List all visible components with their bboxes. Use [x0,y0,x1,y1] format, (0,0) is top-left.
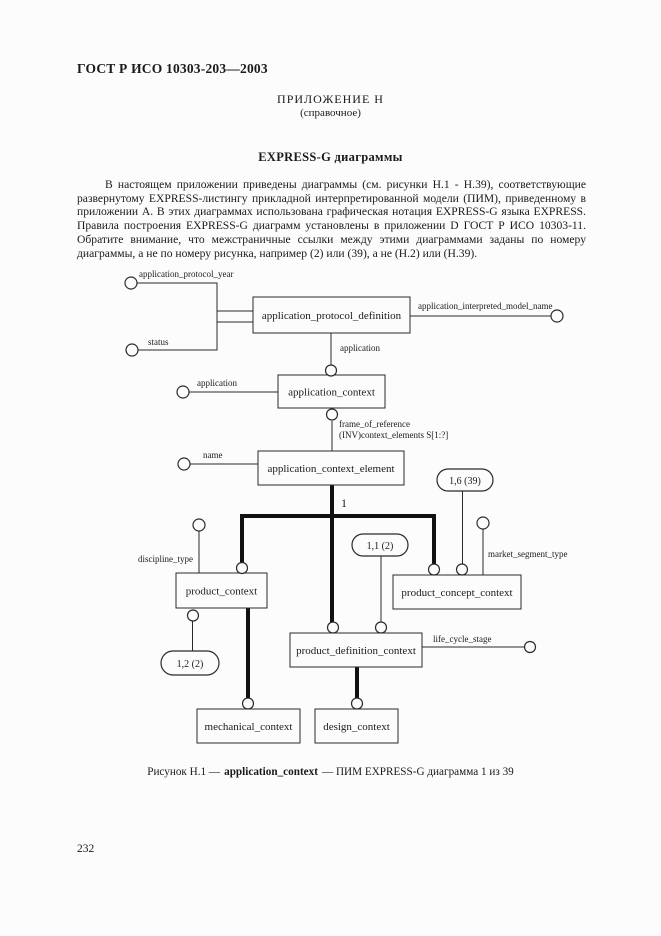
circle-concept-context-top-right [457,564,468,575]
oval-label-ref-1-1-2: 1,1 (2) [366,541,394,552]
circle-mechanical-context-top [243,698,254,709]
circle-application-rel-end [326,365,337,376]
label-application-attr: application [197,378,237,388]
circle-definition-context-top-right [376,622,387,633]
box-label-application-protocol-definition: application_protocol_definition [261,310,402,322]
circle-life-cycle-stage [525,642,536,653]
section-title: EXPRESS-G диаграммы [258,150,403,164]
label-cardinality-one: 1 [341,496,347,510]
label-life-cycle-stage: life_cycle_stage [433,634,492,644]
label-market-segment-type: market_segment_type [488,549,568,559]
box-label-product-definition-context: product_definition_context [296,645,416,657]
label-application-protocol-year: application_protocol_year [139,269,234,279]
circle-concept-context-top-left [429,564,440,575]
label-discipline-type: discipline_type [138,554,193,564]
box-label-product-context: product_context [185,585,258,598]
circle-market-segment-type [477,517,489,529]
circle-discipline-type [193,519,205,531]
diagram-entity-boxes [176,297,521,743]
box-label-mechanical-context: mechanical_context [204,721,293,733]
circle-name-attr [178,458,190,470]
appendix-title: ПРИЛОЖЕНИЕ Н [277,92,384,106]
circle-design-context-top [352,698,363,709]
figure-caption [0,766,661,778]
circle-product-context-bottom [188,610,199,621]
figure-caption-suffix: — ПИМ EXPRESS-G диаграмма 1 из 39 [321,766,514,778]
box-label-application-context-element: application_context_element [267,463,395,475]
oval-label-ref-1-2-2: 1,2 (2) [176,659,204,670]
figure-caption-prefix: Рисунок Н.1 — [147,766,221,778]
label-frame-of-reference: frame_of_reference [339,419,410,429]
circle-interpreted-model-name [551,310,563,322]
circle-frame-of-reference-end [327,409,338,420]
label-name: name [203,450,223,460]
body-paragraph: В настоящем приложении приведены диаграммы (см. рисунки Н.1 - Н.39), соответствующие развернутому EXPRESS-листингу прикладной интерпретированной модели (ПИМ), приведенному в приложении А. В этих диаграммах использована графическая нотация EXPRESS-G языка EXPRESS. Правила построения EXPRESS-G диаграмм установлены в приложении D ГОСТ Р ИСО 10303-11. Обратите внимание, что межстраничные ссылки между этими диаграммами заданы по номеру диаграммы, а не по номеру рисунка, например (2) или (39), а не (Н.2) или (Н.39). [77,178,586,260]
page-number: 232 [77,843,95,855]
circle-status [126,344,138,356]
circle-product-context-top [237,563,248,574]
label-application-interpreted-model-name: application_interpreted_model_name [418,301,553,311]
label-inv-context-elements: (INV)context_elements S[1:?] [339,430,449,440]
figure-caption-entity: application_context [224,766,318,778]
box-label-application-context: application_context [288,386,375,399]
circle-definition-context-top-left [328,622,339,633]
label-application-rel: application [340,343,380,353]
box-label-product-concept-context: product_concept_context [401,587,513,599]
oval-label-ref-1-6-39: 1,6 (39) [449,476,481,487]
circle-application-protocol-year [125,277,137,289]
label-status: status [148,337,169,347]
box-label-design-context: design_context [323,721,390,733]
appendix-note: (справочное) [300,107,361,119]
document-header: ГОСТ Р ИСО 10303-203—2003 [77,61,268,76]
circle-application-attr [177,386,189,398]
